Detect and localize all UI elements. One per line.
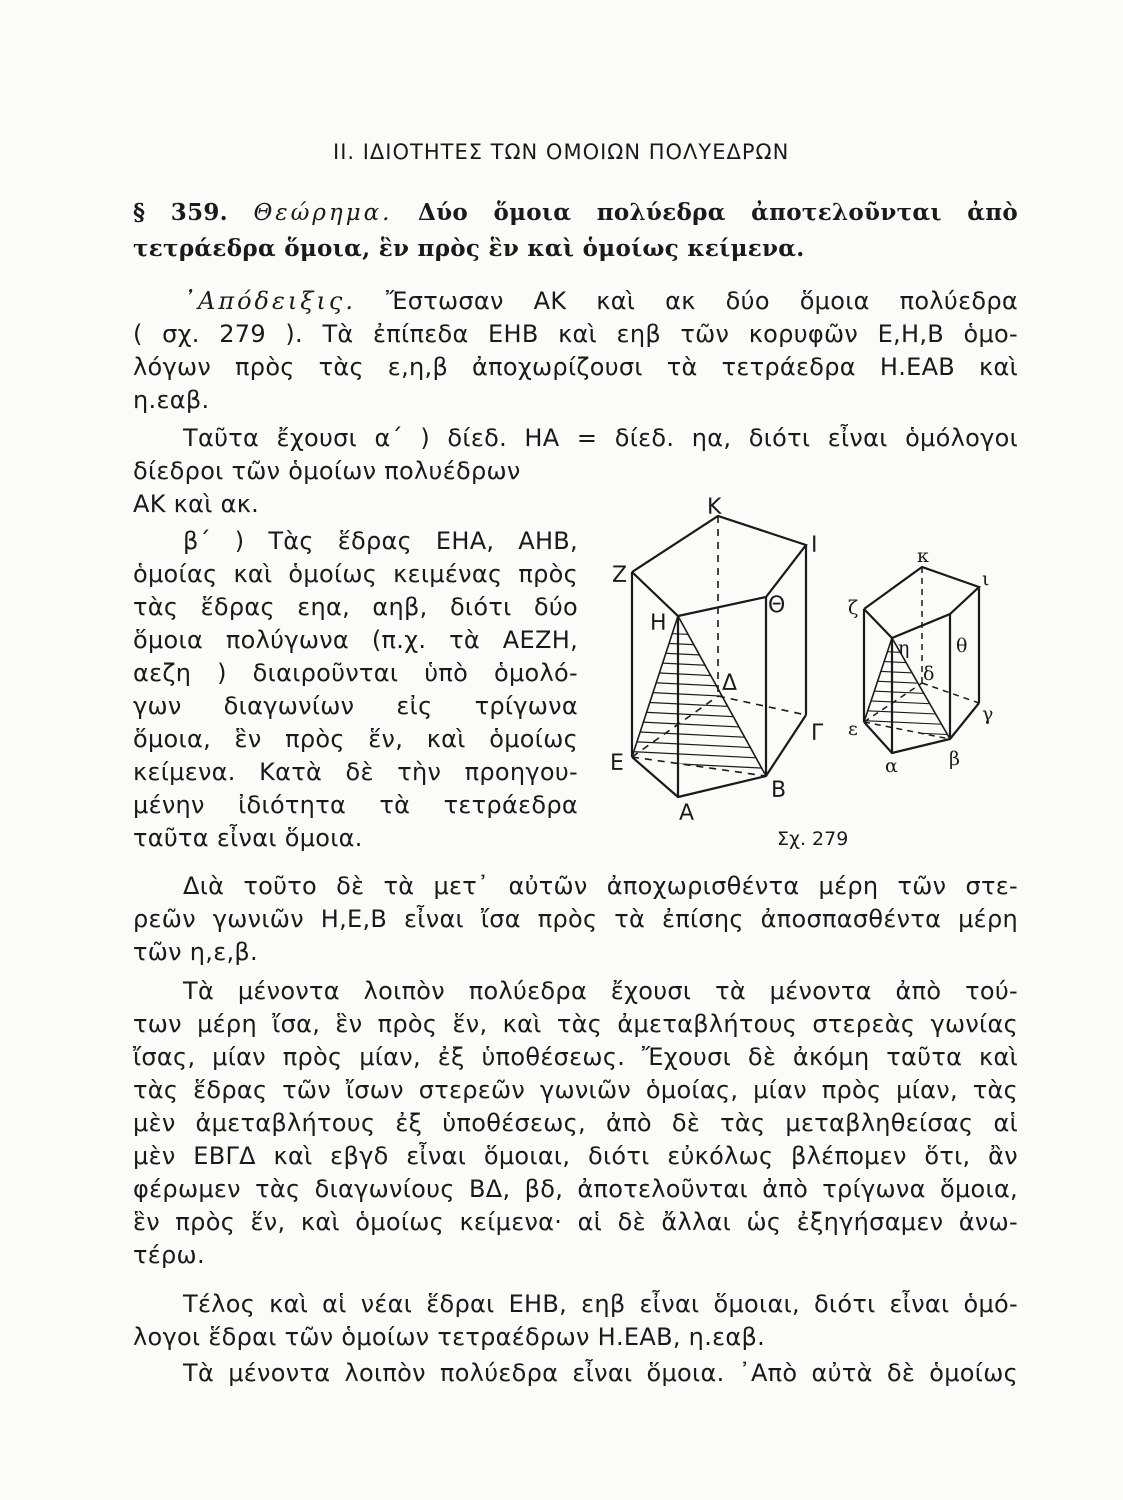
theorem-label: Θεώρημα. xyxy=(253,200,393,226)
proof-line: ( σχ. 279 ). Τὰ ἐπίπεδα ΕΗΒ καὶ εηβ τῶν κορυφῶν Ε,Η,Β ὁμο- xyxy=(133,320,1018,348)
section-number: § 359. xyxy=(133,199,228,226)
running-header: II. ΙΔΙΟΤΗΤΕΣ ΤΩΝ ΟΜΟΙΩΝ ΠΟΛΥΕΔΡΩΝ xyxy=(333,140,790,164)
proof-line: μένην ἰδιότητα τὰ τετράεδρα xyxy=(133,791,578,819)
proof-line: δίεδροι τῶν ὁμοίων πολυέδρων xyxy=(133,457,521,485)
proof-line: αεζη ) διαιροῦνται ὑπὸ ὁμολό- xyxy=(133,659,578,687)
svg-text:η: η xyxy=(898,637,910,659)
proof-line: κείμενα. Κατὰ δὲ τὴν προηγου- xyxy=(133,758,578,786)
proof-line: Τὰ μένοντα λοιπὸν πολύεδρα ἔχουσι τὰ μένοντα ἀπὸ τού- xyxy=(183,977,1018,1005)
svg-text:γ: γ xyxy=(982,703,994,725)
proof-line: γων διαγωνίων εἰς τρίγωνα xyxy=(133,692,578,720)
vertex-B: Β xyxy=(771,778,787,803)
vertex-A: Α xyxy=(679,801,695,826)
proof-line: ρεῶν γωνιῶν Η,Ε,Β εἶναι ἴσα πρὸς τὰ ἐπίσης ἀποσπασθέντα μέρη xyxy=(133,905,1018,933)
proof-line: ΑΚ καὶ ακ. xyxy=(133,490,260,518)
proof-line: Τὰ μένοντα λοιπὸν πολύεδρα εἶναι ὅμοια. ᾿Απὸ αὐτὰ δὲ ὁμοίως xyxy=(183,1359,1018,1387)
vertex-Z: Ζ xyxy=(612,563,628,588)
svg-text:δ: δ xyxy=(923,663,935,685)
proof-line: β΄ ) Τὰς ἕδρας ΕΗΑ, ΑΗΒ, xyxy=(183,527,578,555)
svg-text:ζ: ζ xyxy=(848,597,859,619)
vertex-H: Η xyxy=(650,611,667,636)
proof-line: ὅμοια πολύγωνα (π.χ. τὰ ΑΕΖΗ, xyxy=(133,626,578,654)
theorem-line-1 xyxy=(133,197,1018,229)
proof-line: ἓν πρὸς ἕν, καὶ ὁμοίως κείμενα· αἱ δὲ ἄλλαι ὡς ἐξηγήσαμεν ἀνω- xyxy=(133,1208,1018,1236)
figure-279-polyhedra xyxy=(600,490,1030,830)
proof-line: Ταῦτα ἔχουσι α΄ ) δίεδ. ΗΑ = δίεδ. ηα, διότι εἶναι ὁμόλογοι xyxy=(183,424,1018,452)
svg-text:α: α xyxy=(885,755,898,777)
proof-line: τὰς ἕδρας εηα, αηβ, διότι δύο xyxy=(133,593,578,621)
svg-text:ι: ι xyxy=(982,568,990,590)
proof-line: ὁμοίας καὶ ὁμοίως κειμένας πρὸς xyxy=(133,560,578,588)
proof-line: τῶν η,ε,β. xyxy=(133,938,258,966)
vertex-I: Ι xyxy=(811,533,818,558)
figure-caption: Σχ. 279 xyxy=(777,828,849,850)
proof-line: μὲν ΕΒΓΔ καὶ εβγδ εἶναι ὅμοιαι, διότι εὐκόλως βλέπομεν ὅτι, ἂν xyxy=(133,1142,1018,1170)
proof-label: ᾿Απόδειξις. xyxy=(183,287,356,315)
proof-line: Τέλος καὶ αἱ νέαι ἕδραι ΕΗΒ, εηβ εἶναι ὅμοιαι, διότι εἶναι ὁμό- xyxy=(183,1290,1018,1318)
proof-line: φέρωμεν τὰς διαγωνίους ΒΔ, βδ, ἀποτελοῦνται ἀπὸ τρίγωνα ὅμοια, xyxy=(133,1175,1018,1203)
proof-line: μὲν ἀμεταβλήτους ἐξ ὑποθέσεως, ἀπὸ δὲ τὰς μεταβληθείσας αἱ xyxy=(133,1109,1018,1137)
proof-line: Διὰ τοῦτο δὲ τὰ μετ᾿ αὐτῶν ἀποχωρισθέντα μέρη τῶν στε- xyxy=(183,872,1018,900)
svg-text:β: β xyxy=(949,748,960,770)
proof-line: λογοι ἕδραι τῶν ὁμοίων τετραέδρων Η.ΕΑΒ, η.εαβ. xyxy=(133,1323,766,1351)
proof-line: τέρω. xyxy=(133,1241,205,1269)
proof-line: των μέρη ἴσα, ἓν πρὸς ἕν, καὶ τὰς ἀμεταβλήτους στερεὰς γωνίας xyxy=(133,1010,1018,1038)
svg-text:θ: θ xyxy=(956,635,968,657)
svg-text:κ: κ xyxy=(917,545,929,567)
theorem-text: Δύο ὅμοια πολύεδρα ἀποτελοῦνται ἀπὸ xyxy=(417,199,1018,226)
theorem-line-2: τετράεδρα ὅμοια, ἓν πρὸς ἓν καὶ ὁμοίως κείμενα. xyxy=(133,235,805,262)
vertex-Delta: Δ xyxy=(722,671,738,696)
proof-line: τὰς ἕδρας τῶν ἴσων στερεῶν γωνιῶν ὁμοίας, μίαν πρὸς μίαν, τὰς xyxy=(133,1076,1018,1104)
proof-line: λόγων πρὸς τὰς ε,η,β ἀποχωρίζουσι τὰ τετράεδρα Η.ΕΑΒ καὶ xyxy=(133,353,1018,381)
proof-line: η.εαβ. xyxy=(133,386,210,414)
svg-text:ε: ε xyxy=(848,718,858,740)
proof-line: ᾿Απόδειξις. Ἔστωσαν ΑΚ καὶ ακ δύο ὅμοια πολύεδρα xyxy=(183,287,1018,315)
proof-line: ἴσας, μίαν πρὸς μίαν, ἐξ ὑποθέσεως. Ἔχουσι δὲ ἀκόμη ταῦτα καὶ xyxy=(133,1043,1018,1071)
proof-line: ὅμοια, ἓν πρὸς ἕν, καὶ ὁμοίως xyxy=(133,725,578,753)
proof-line: ταῦτα εἶναι ὅμοια. xyxy=(133,824,363,852)
vertex-Theta: Θ xyxy=(768,593,786,618)
vertex-Gamma: Γ xyxy=(811,721,824,746)
vertex-K: Κ xyxy=(707,495,722,520)
vertex-E: Ε xyxy=(610,751,624,776)
